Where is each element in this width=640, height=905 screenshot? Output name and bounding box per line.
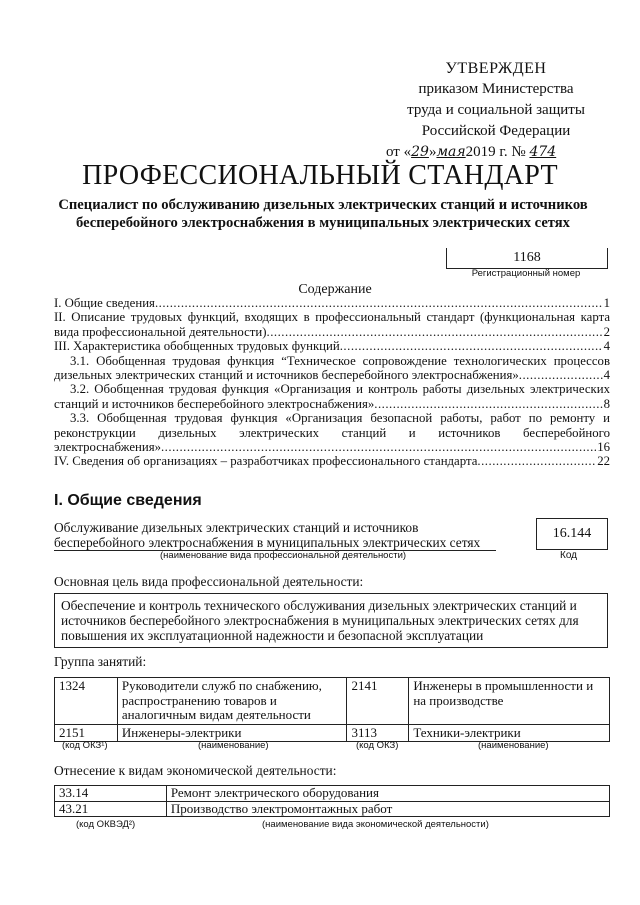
toc-entry-text: вида профессиональной деятельности) <box>54 324 267 339</box>
okved-name: Производство электромонтажных работ <box>166 801 609 817</box>
date-prefix: от « <box>386 144 412 160</box>
toc-page: 16 <box>597 440 610 455</box>
occ-code: 2141 <box>347 678 409 725</box>
approval-line-3: Российской Федерации <box>421 123 571 139</box>
approval-block <box>386 58 606 163</box>
occ-name: Инженеры в промышленности и на производстве <box>409 678 610 725</box>
activity-kind: Обслуживание дизельных электрических станций и источников бесперебойного электроснабжения в муниципальных электрических сетях <box>54 520 496 551</box>
activity-code: 16.144 <box>536 518 608 550</box>
group-label: Группа занятий: <box>54 654 147 669</box>
approval-line-1: приказом Министерства <box>418 81 574 97</box>
occ-name: Инженеры-электрики <box>117 724 347 742</box>
toc-entry-1[interactable] <box>54 296 610 310</box>
toc-entry-31-line-1[interactable]: 3.1. Обобщенная трудовая функция “Техническое сопровождение технологических процессов <box>70 353 610 368</box>
goal-label: Основная цель вида профессиональной деятельности: <box>54 574 364 589</box>
approval-number: 474 <box>529 144 557 160</box>
okved-code: 43.21 <box>55 801 167 817</box>
toc-entry-text: дизельных электрических станций и источников бесперебойного электроснабжения» <box>54 368 519 383</box>
approval-year: 2019 г. № <box>465 144 526 160</box>
occ-code: 3113 <box>347 724 409 742</box>
occ-name: Руководители служб по снабжению, распространению товаров и аналогичным видам деятельности <box>117 678 347 725</box>
occupations-table <box>54 677 610 742</box>
table-row <box>55 724 610 742</box>
toc-entry-text: III. Характеристика обобщенных трудовых функций <box>54 339 340 354</box>
registration-label: Регистрационный номер <box>471 268 581 279</box>
toc-entry-33-line-1[interactable]: 3.3. Обобщенная трудовая функция «Организация безопасной работы, работ по ремонту и <box>70 411 610 426</box>
occ-caption-name: (наименование) <box>198 740 269 751</box>
toc-entry-3[interactable] <box>54 339 610 353</box>
okved-name: Ремонт электрического оборудования <box>166 786 609 802</box>
okved-caption-name: (наименование вида экономической деятельности) <box>262 819 489 830</box>
occ-caption-code-2: (код ОКЗ) <box>356 740 399 751</box>
activity-kind-caption: (наименование вида профессиональной деятельности) <box>160 550 407 561</box>
registration-number: 1168 <box>446 248 608 269</box>
toc-page: 8 <box>603 396 610 411</box>
goal-text: Обеспечение и контроль технического обслуживания дизельных электрических станций и источников бесперебойного электроснабжения в муниципальных электрических сетях для повышения их эксплуатационной надежности и безопасной эксплуатации <box>54 593 608 648</box>
toc-entry-text: IV. Сведения об организациях – разработчиках профессионального стандарта <box>54 454 478 469</box>
toc-entry-4[interactable] <box>54 454 610 468</box>
toc-entry-text: станций и источников бесперебойного электроснабжения» <box>54 396 375 411</box>
table-of-contents <box>54 296 610 469</box>
activity-code-caption: Код <box>560 550 578 561</box>
approval-day: 29 <box>411 144 429 160</box>
standard-subtitle: Специалист по обслуживанию дизельных электрических станций и источников бесперебойного электроснабжения в муниципальных электрических сетях <box>58 197 588 231</box>
toc-page: 2 <box>603 324 610 339</box>
okved-caption-code: (код ОКВЭД²) <box>76 819 136 830</box>
standard-title: ПРОФЕССИОНАЛЬНЫЙ СТАНДАРТ <box>82 160 558 191</box>
toc-entry-32-line-1[interactable]: 3.2. Обобщенная трудовая функция «Организация и контроль работы дизельных электрических <box>70 382 610 397</box>
occ-caption-name-2: (наименование) <box>478 740 549 751</box>
toc-page: 1 <box>603 296 610 310</box>
occ-name: Техники-электрики <box>409 724 610 742</box>
toc-entry-32-line-2[interactable] <box>54 397 610 411</box>
okved-label: Отнесение к видам экономической деятельности: <box>54 763 337 778</box>
toc-entry-2-line-1[interactable]: II. Описание трудовых функций, входящих в профессиональный стандарт (функциональная карта <box>54 310 610 325</box>
toc-entry-2-line-2[interactable] <box>54 325 610 339</box>
toc-entry-31-line-2[interactable] <box>54 368 610 382</box>
section-heading: I. Общие сведения <box>54 492 202 509</box>
okved-code: 33.14 <box>55 786 167 802</box>
toc-entry-33-line-3[interactable] <box>54 440 610 454</box>
date-mid: » <box>428 144 437 160</box>
table-row <box>55 786 610 802</box>
okved-table <box>54 785 610 817</box>
table-row <box>55 801 610 817</box>
approval-line-2: труда и социальной защиты <box>407 102 585 118</box>
occ-code: 1324 <box>55 678 118 725</box>
toc-entry-text: I. Общие сведения <box>54 296 155 310</box>
toc-page: 4 <box>603 339 610 354</box>
table-row <box>55 678 610 725</box>
toc-page: 22 <box>597 454 610 469</box>
occ-code: 2151 <box>55 724 118 742</box>
occ-caption-code: (код ОКЗ¹) <box>62 740 108 751</box>
approval-month: мая <box>436 144 466 160</box>
toc-entry-text: электроснабжения» <box>54 440 161 455</box>
toc-title: Содержание <box>298 282 372 297</box>
toc-entry-33-line-2[interactable]: реконструкции дизельных электрических станций и источников бесперебойного <box>54 425 610 440</box>
approval-title: УТВЕРЖДЕН <box>445 60 547 77</box>
toc-page: 4 <box>603 368 610 383</box>
